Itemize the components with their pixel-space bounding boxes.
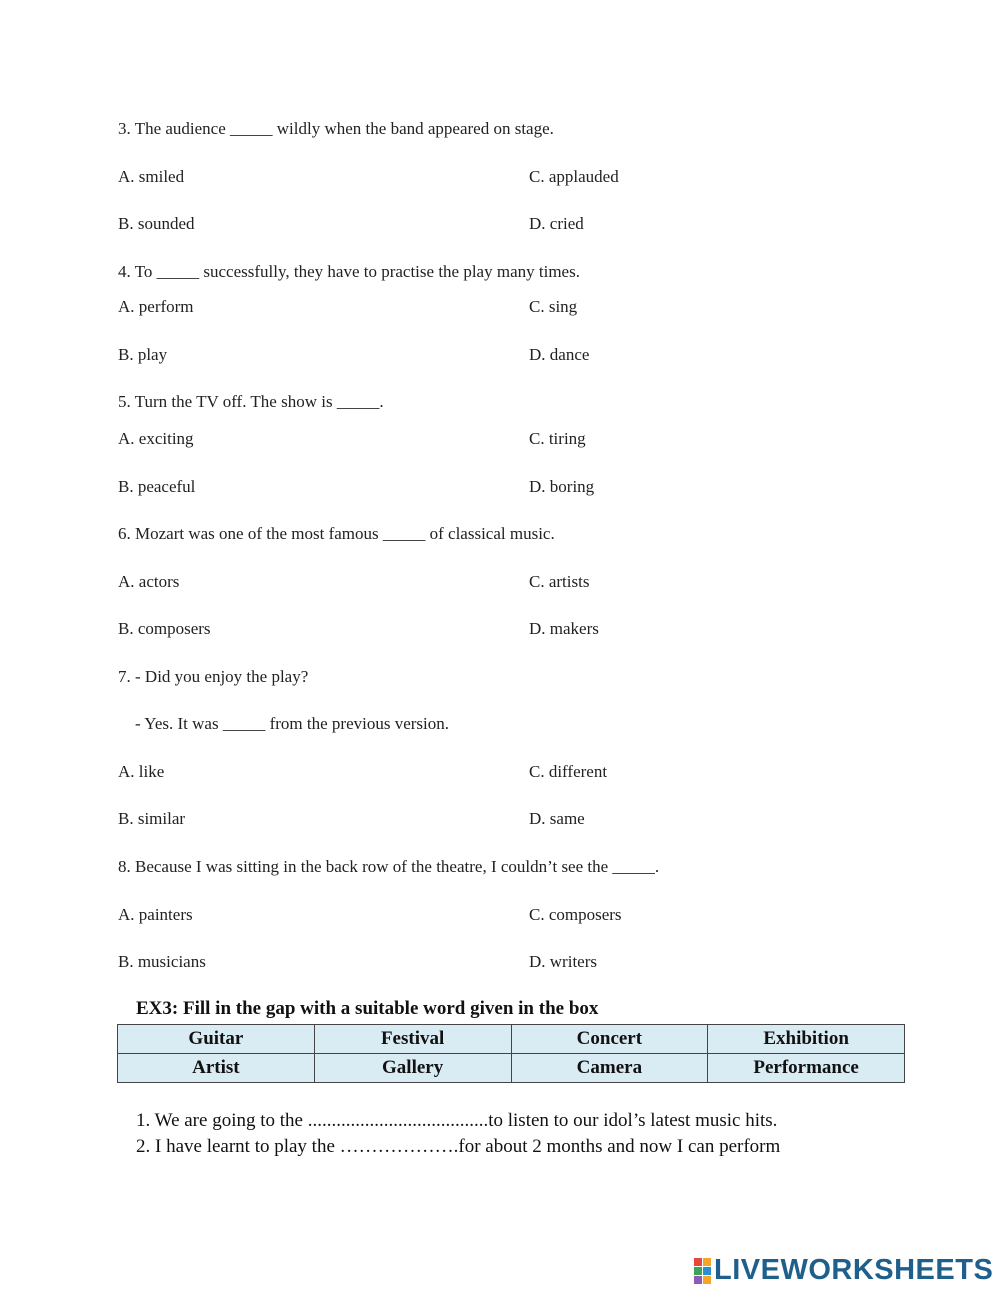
q5-option-b: B. peaceful	[118, 477, 196, 496]
q6-option-a: A. actors	[118, 572, 180, 591]
q4-option-a: A. perform	[118, 297, 194, 316]
q6-option-b: B. composers	[118, 619, 211, 638]
q5-option-d: D. boring	[529, 477, 595, 496]
word-box-cell: Performance	[708, 1054, 905, 1083]
q8-option-b: B. musicians	[118, 952, 206, 971]
question-8-stem: 8. Because I was sitting in the back row of the theatre, I couldn’t see the _____.	[118, 857, 660, 876]
q8-option-c: C. composers	[529, 905, 622, 924]
question-7-reply: - Yes. It was _____ from the previous version.	[135, 714, 449, 733]
word-box-cell: Concert	[511, 1025, 708, 1054]
q4-option-b: B. play	[118, 345, 168, 364]
word-box-cell: Artist	[118, 1054, 315, 1083]
fill-sentence-2: 2. I have learnt to play the ……………….for about 2 months and now I can perform	[136, 1136, 781, 1157]
word-box-cell: Exhibition	[708, 1025, 905, 1054]
q5-option-a: A. exciting	[118, 429, 194, 448]
word-box-row	[118, 1054, 905, 1083]
word-box	[117, 1024, 905, 1083]
word-box-cell: Camera	[511, 1054, 708, 1083]
question-6-stem: 6. Mozart was one of the most famous _____ of classical music.	[118, 524, 555, 543]
q7-option-a: A. like	[118, 762, 165, 781]
q7-option-b: B. similar	[118, 809, 186, 828]
q5-option-c: C. tiring	[529, 429, 586, 448]
logo-text: LIVEWORKSHEETS	[714, 1254, 994, 1286]
question-3-stem: 3. The audience _____ wildly when the band appeared on stage.	[118, 119, 554, 138]
q6-option-d: D. makers	[529, 619, 599, 638]
fill-sentence-1: 1. We are going to the ......................................to listen to our idol’s latest music hits.	[136, 1110, 778, 1131]
liveworksheets-logo	[694, 1254, 993, 1287]
q3-option-d: D. cried	[529, 214, 584, 233]
q3-option-c: C. applauded	[529, 167, 619, 186]
logo-mark-icon	[694, 1258, 711, 1284]
q4-option-d: D. dance	[529, 345, 590, 364]
question-5-stem: 5. Turn the TV off. The show is _____.	[118, 392, 384, 411]
question-7-stem: 7. - Did you enjoy the play?	[118, 667, 309, 686]
q8-option-d: D. writers	[529, 952, 597, 971]
q8-option-a: A. painters	[118, 905, 193, 924]
q7-option-d: D. same	[529, 809, 585, 828]
question-4-stem: 4. To _____ successfully, they have to practise the play many times.	[118, 262, 580, 281]
word-box-cell: Festival	[314, 1025, 511, 1054]
word-box-row	[118, 1025, 905, 1054]
word-box-cell: Gallery	[314, 1054, 511, 1083]
q7-option-c: C. different	[529, 762, 608, 781]
word-box-cell: Guitar	[118, 1025, 315, 1054]
q3-option-b: B. sounded	[118, 214, 195, 233]
q3-option-a: A. smiled	[118, 167, 185, 186]
q4-option-c: C. sing	[529, 297, 578, 316]
exercise-3-title: EX3: Fill in the gap with a suitable word given in the box	[136, 998, 599, 1019]
q6-option-c: C. artists	[529, 572, 590, 591]
